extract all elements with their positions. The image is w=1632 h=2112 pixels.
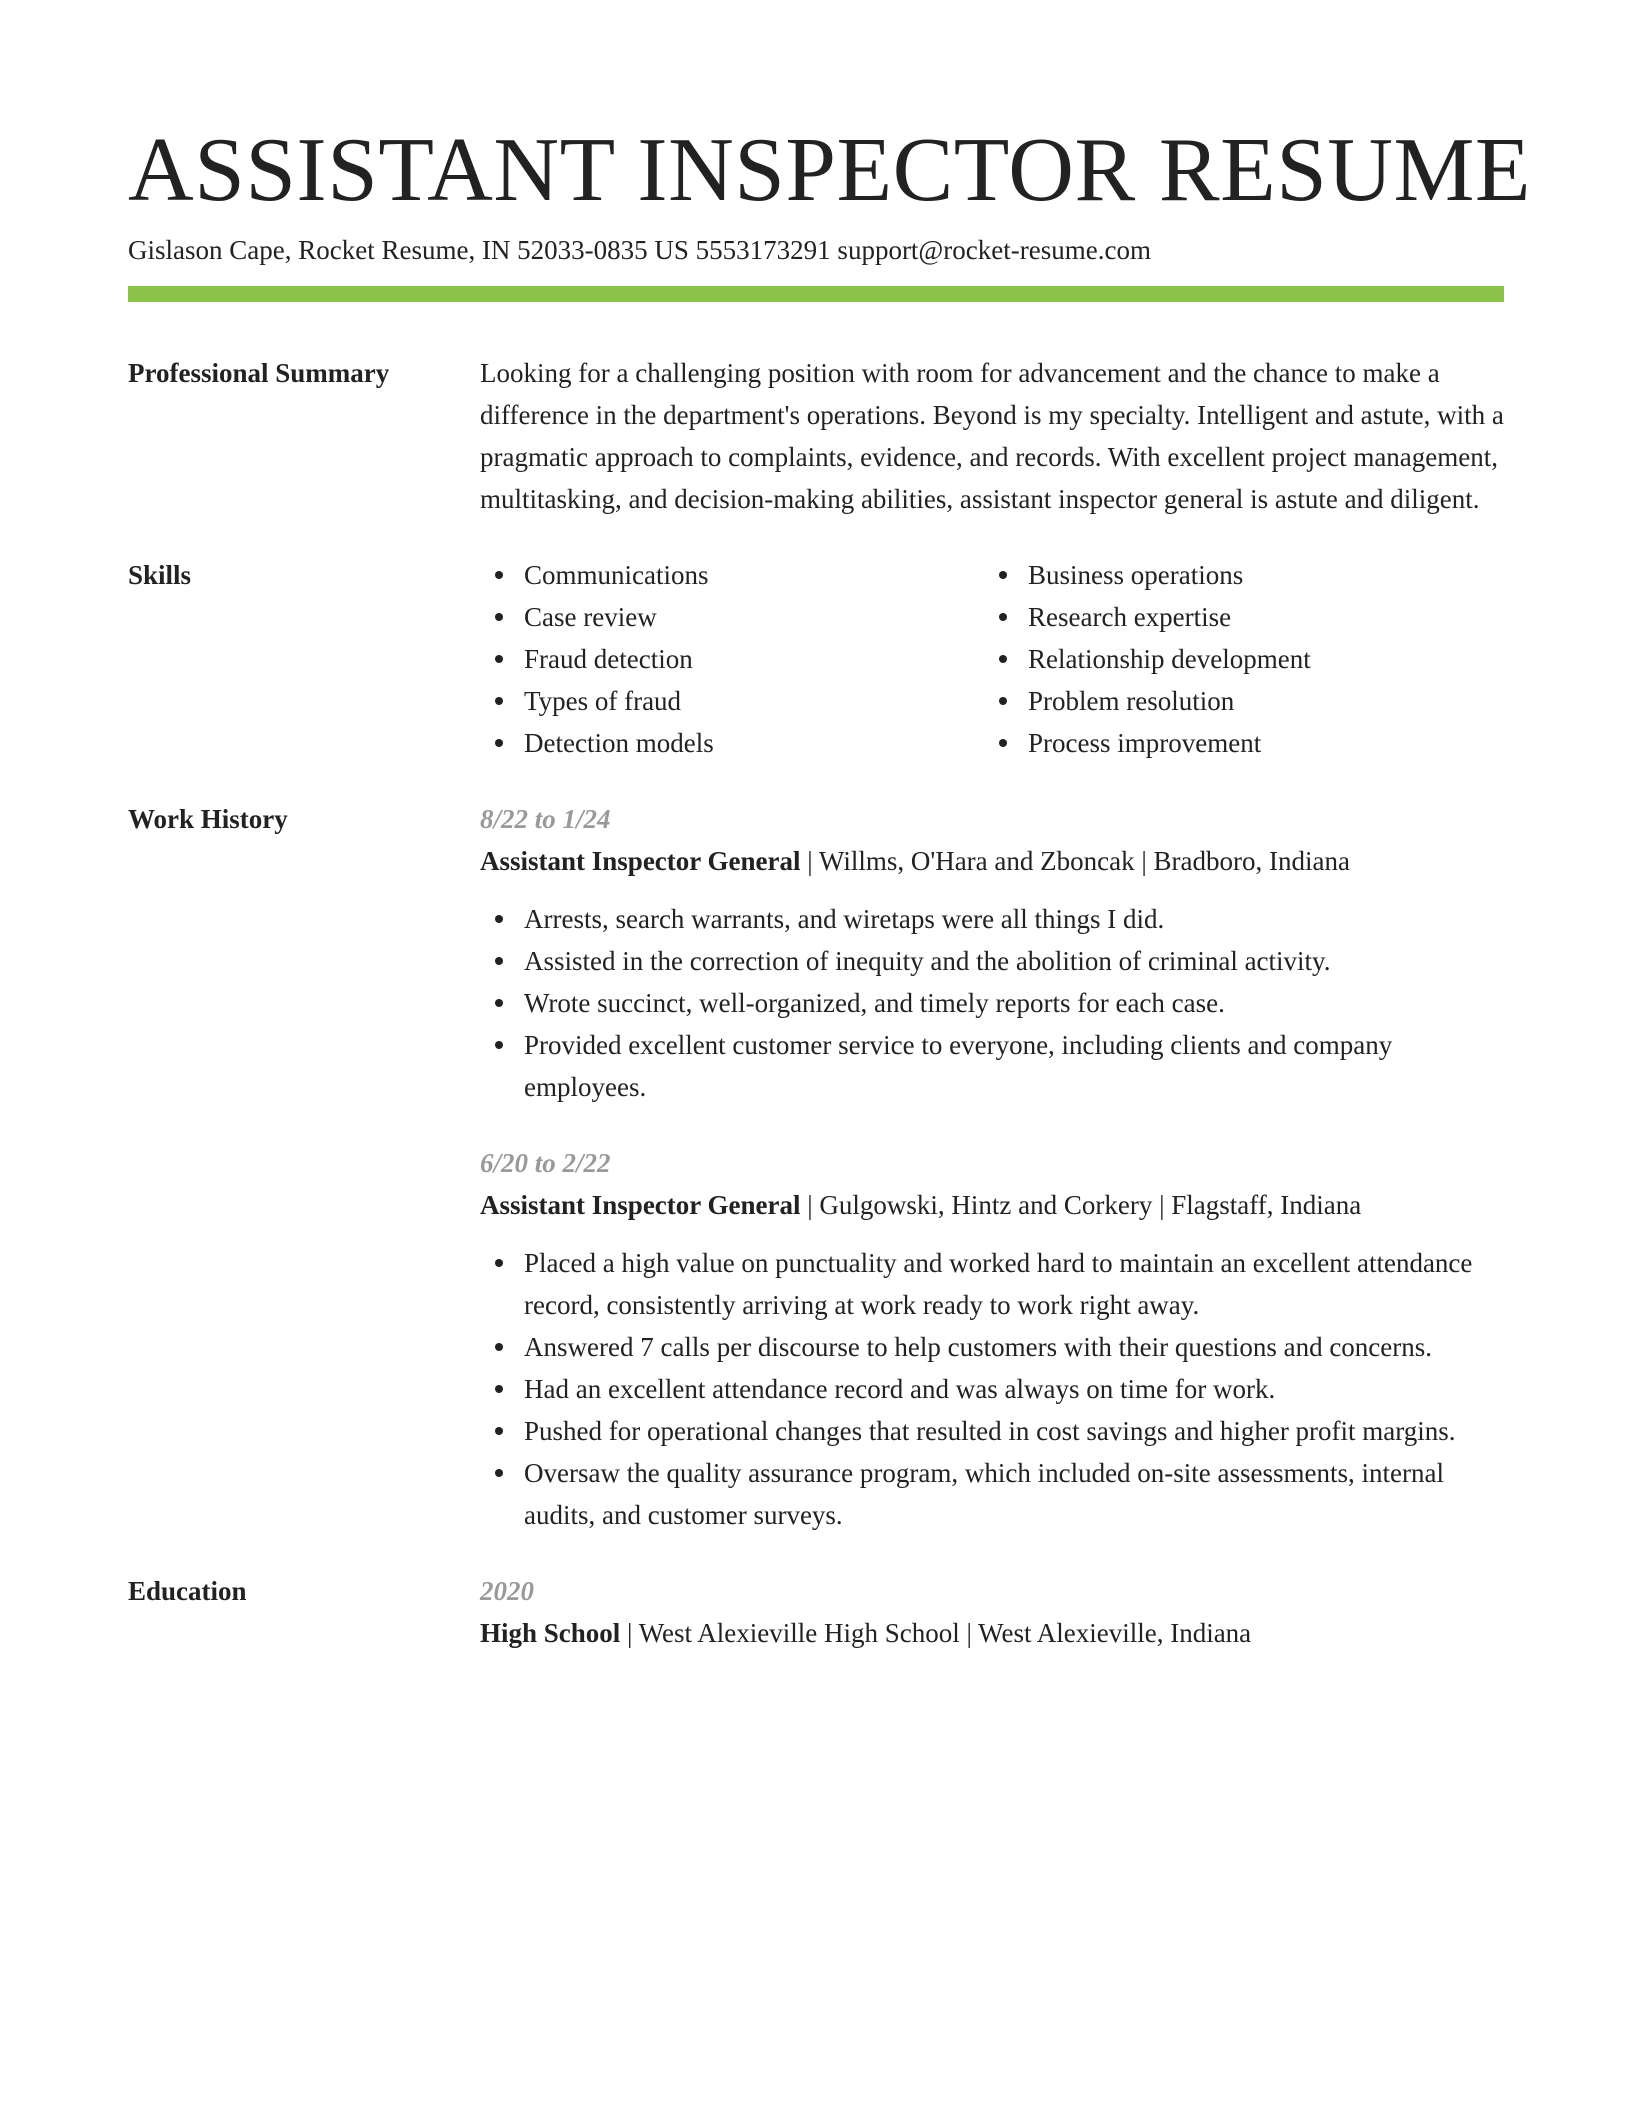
education-school: | West Alexieville High School | West Alexieville, Indiana — [620, 1618, 1252, 1648]
job-heading — [480, 840, 1504, 882]
job-bullet: Arrests, search warrants, and wiretaps were all things I did. — [480, 898, 1504, 940]
job-entry — [480, 1142, 1504, 1536]
job-employer: | Willms, O'Hara and Zboncak | Bradboro, Indiana — [800, 846, 1350, 876]
job-bullet: Assisted in the correction of inequity and the abolition of criminal activity. — [480, 940, 1504, 982]
skill-item: Fraud detection — [480, 638, 984, 680]
education-section — [128, 1570, 1504, 1654]
skill-item: Business operations — [984, 554, 1488, 596]
skill-item: Process improvement — [984, 722, 1488, 764]
summary-heading: Professional Summary — [128, 358, 390, 388]
education-detail — [480, 1612, 1504, 1654]
job-bullets — [480, 898, 1504, 1108]
education-year: 2020 — [480, 1576, 534, 1606]
resume-page — [128, 118, 1532, 1654]
contact-line: Gislason Cape, Rocket Resume, IN 52033-0835 US 5553173291 support@rocket-resume.com — [128, 235, 1151, 265]
summary-text: Looking for a challenging position with room for advancement and the chance to make a difference in the department's operations. Beyond is my specialty. Intelligent and astute, with a pragmatic approach to complaints, evidence, and records. With excellent project management, multitasking, and decision-making abilities, assistant inspector general is astute and diligent. — [480, 358, 1504, 514]
job-bullet: Had an excellent attendance record and was always on time for work. — [480, 1368, 1504, 1410]
skill-item: Relationship development — [984, 638, 1488, 680]
skill-item: Types of fraud — [480, 680, 984, 722]
skills-section — [128, 554, 1504, 764]
work-history-body — [480, 798, 1504, 1536]
job-bullet: Oversaw the quality assurance program, which included on-site assessments, internal audits, and customer surveys. — [480, 1452, 1504, 1536]
education-body — [480, 1570, 1504, 1654]
job-bullet: Pushed for operational changes that resulted in cost savings and higher profit margins. — [480, 1410, 1504, 1452]
resume-title: ASSISTANT INSPECTOR RESUME — [128, 119, 1532, 220]
job-heading — [480, 1184, 1504, 1226]
work-history-section — [128, 798, 1504, 1536]
job-bullet: Provided excellent customer service to everyone, including clients and company employees. — [480, 1024, 1504, 1108]
skill-item: Communications — [480, 554, 984, 596]
job-role: Assistant Inspector General — [480, 1190, 801, 1220]
skills-list-right — [984, 554, 1488, 764]
skill-item: Case review — [480, 596, 984, 638]
skill-item: Detection models — [480, 722, 984, 764]
job-bullets — [480, 1242, 1504, 1536]
skills-list-left — [480, 554, 984, 764]
education-heading: Education — [128, 1576, 247, 1606]
job-role: Assistant Inspector General — [480, 846, 801, 876]
job-bullet: Answered 7 calls per discourse to help customers with their questions and concerns. — [480, 1326, 1504, 1368]
skills-heading: Skills — [128, 560, 192, 590]
job-employer: | Gulgowski, Hintz and Corkery | Flagstaff, Indiana — [800, 1190, 1362, 1220]
job-bullet: Wrote succinct, well-organized, and timely reports for each case. — [480, 982, 1504, 1024]
job-dates: 6/20 to 2/22 — [480, 1148, 611, 1178]
work-history-heading: Work History — [128, 804, 288, 834]
skill-item: Research expertise — [984, 596, 1488, 638]
education-degree: High School — [480, 1618, 621, 1648]
job-dates: 8/22 to 1/24 — [480, 804, 611, 834]
job-bullet: Placed a high value on punctuality and worked hard to maintain an excellent attendance record, consistently arriving at work ready to work right away. — [480, 1242, 1504, 1326]
accent-rule — [128, 286, 1504, 302]
summary-section — [128, 352, 1504, 520]
skills-columns — [480, 554, 1504, 764]
skill-item: Problem resolution — [984, 680, 1488, 722]
job-entry — [480, 798, 1504, 1108]
